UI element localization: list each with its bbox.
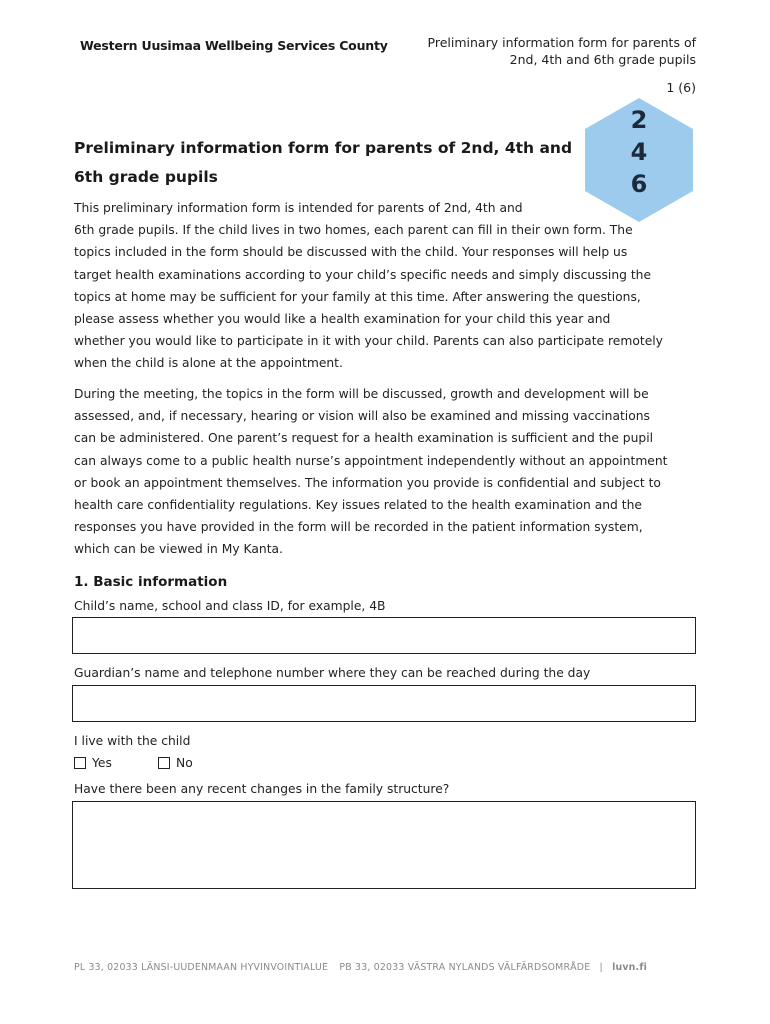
intro-paragraph-2	[74, 383, 714, 561]
intro2-line: or book an appointment themselves. The information you provide is confidential and subject to	[74, 475, 661, 490]
no-checkbox[interactable]	[158, 757, 170, 769]
intro1-line: topics at home may be sufficient for your family at this time. After answering the questions,	[74, 289, 641, 304]
live-with-child-label: I live with the child	[74, 734, 191, 748]
yes-checkbox-option[interactable]	[74, 756, 112, 770]
intro2-line: which can be viewed in My Kanta.	[74, 542, 283, 557]
footer-address-fi: PL 33, 02033 LÄNSI-UUDENMAAN HYVINVOINTIALUE	[74, 962, 329, 973]
intro2-line: During the meeting, the topics in the form will be discussed, growth and development will be	[74, 387, 649, 401]
page-footer	[74, 962, 647, 973]
intro1-line: target health examinations according to your child’s specific needs and simply discussing the	[74, 267, 652, 282]
intro1-line: whether you would like to participate in it with your child. Parents can also participate remotely	[74, 334, 663, 349]
section-heading-basic-information: 1. Basic information	[74, 574, 228, 590]
yes-checkbox-label: Yes	[92, 756, 112, 770]
no-checkbox-label: No	[176, 756, 193, 770]
yes-checkbox[interactable]	[74, 757, 86, 769]
family-changes-field[interactable]	[72, 801, 696, 889]
intro2-line: responses you have provided in the form will be recorded in the patient information system,	[74, 520, 643, 535]
grade-number-2: 2	[630, 106, 648, 134]
page-number: 1 (6)	[666, 80, 696, 95]
intro1-line: topics included in the form should be discussed with the child. Your responses will help us	[74, 245, 628, 260]
intro2-line: health care confidentiality regulations. Key issues related to the health examination and the	[74, 498, 642, 513]
page-title: Preliminary information form for parents of 2nd, 4th and 6th grade pupils	[74, 139, 573, 186]
intro1-line: please assess whether you would like a health examination for your child this year and	[74, 312, 611, 327]
child-info-label: Child’s name, school and class ID, for example, 4B	[74, 599, 386, 613]
header-title-line1: Preliminary information form for parents of	[427, 35, 696, 50]
grade-numbers	[585, 104, 693, 200]
child-info-field[interactable]	[72, 617, 696, 654]
intro2-line: can be administered. One parent’s request for a health examination is sufficient and the pupil	[74, 431, 654, 446]
intro2-line: can always come to a public health nurse’s appointment independently without an appointment	[74, 453, 668, 468]
organization-name: Western Uusimaa Wellbeing Services County	[80, 38, 388, 53]
grade-number-6: 6	[630, 170, 648, 198]
family-changes-label: Have there been any recent changes in the family structure?	[74, 782, 450, 796]
intro1-line: when the child is alone at the appointment.	[74, 356, 343, 371]
header-title-line2: 2nd, 4th and 6th grade pupils	[509, 52, 696, 67]
intro-paragraph-1	[74, 197, 714, 375]
no-checkbox-option[interactable]	[158, 756, 193, 770]
intro1-line: 6th grade pupils. If the child lives in two homes, each parent can fill in their own form. The	[74, 223, 633, 238]
document-header-title	[428, 34, 696, 68]
footer-address-sv: PB 33, 02033 VÄSTRA NYLANDS VÄLFÄRDSOMRÅDE	[339, 962, 591, 973]
intro1-line: This preliminary information form is intended for parents of 2nd, 4th and	[74, 201, 523, 215]
intro2-line: assessed, and, if necessary, hearing or vision will also be examined and missing vaccinations	[74, 409, 650, 424]
footer-separator: |	[599, 962, 603, 973]
guardian-info-label: Guardian’s name and telephone number where they can be reached during the day	[74, 666, 591, 680]
guardian-info-field[interactable]	[72, 685, 696, 722]
grade-number-4: 4	[630, 138, 648, 166]
footer-website-link[interactable]: luvn.fi	[612, 962, 648, 973]
